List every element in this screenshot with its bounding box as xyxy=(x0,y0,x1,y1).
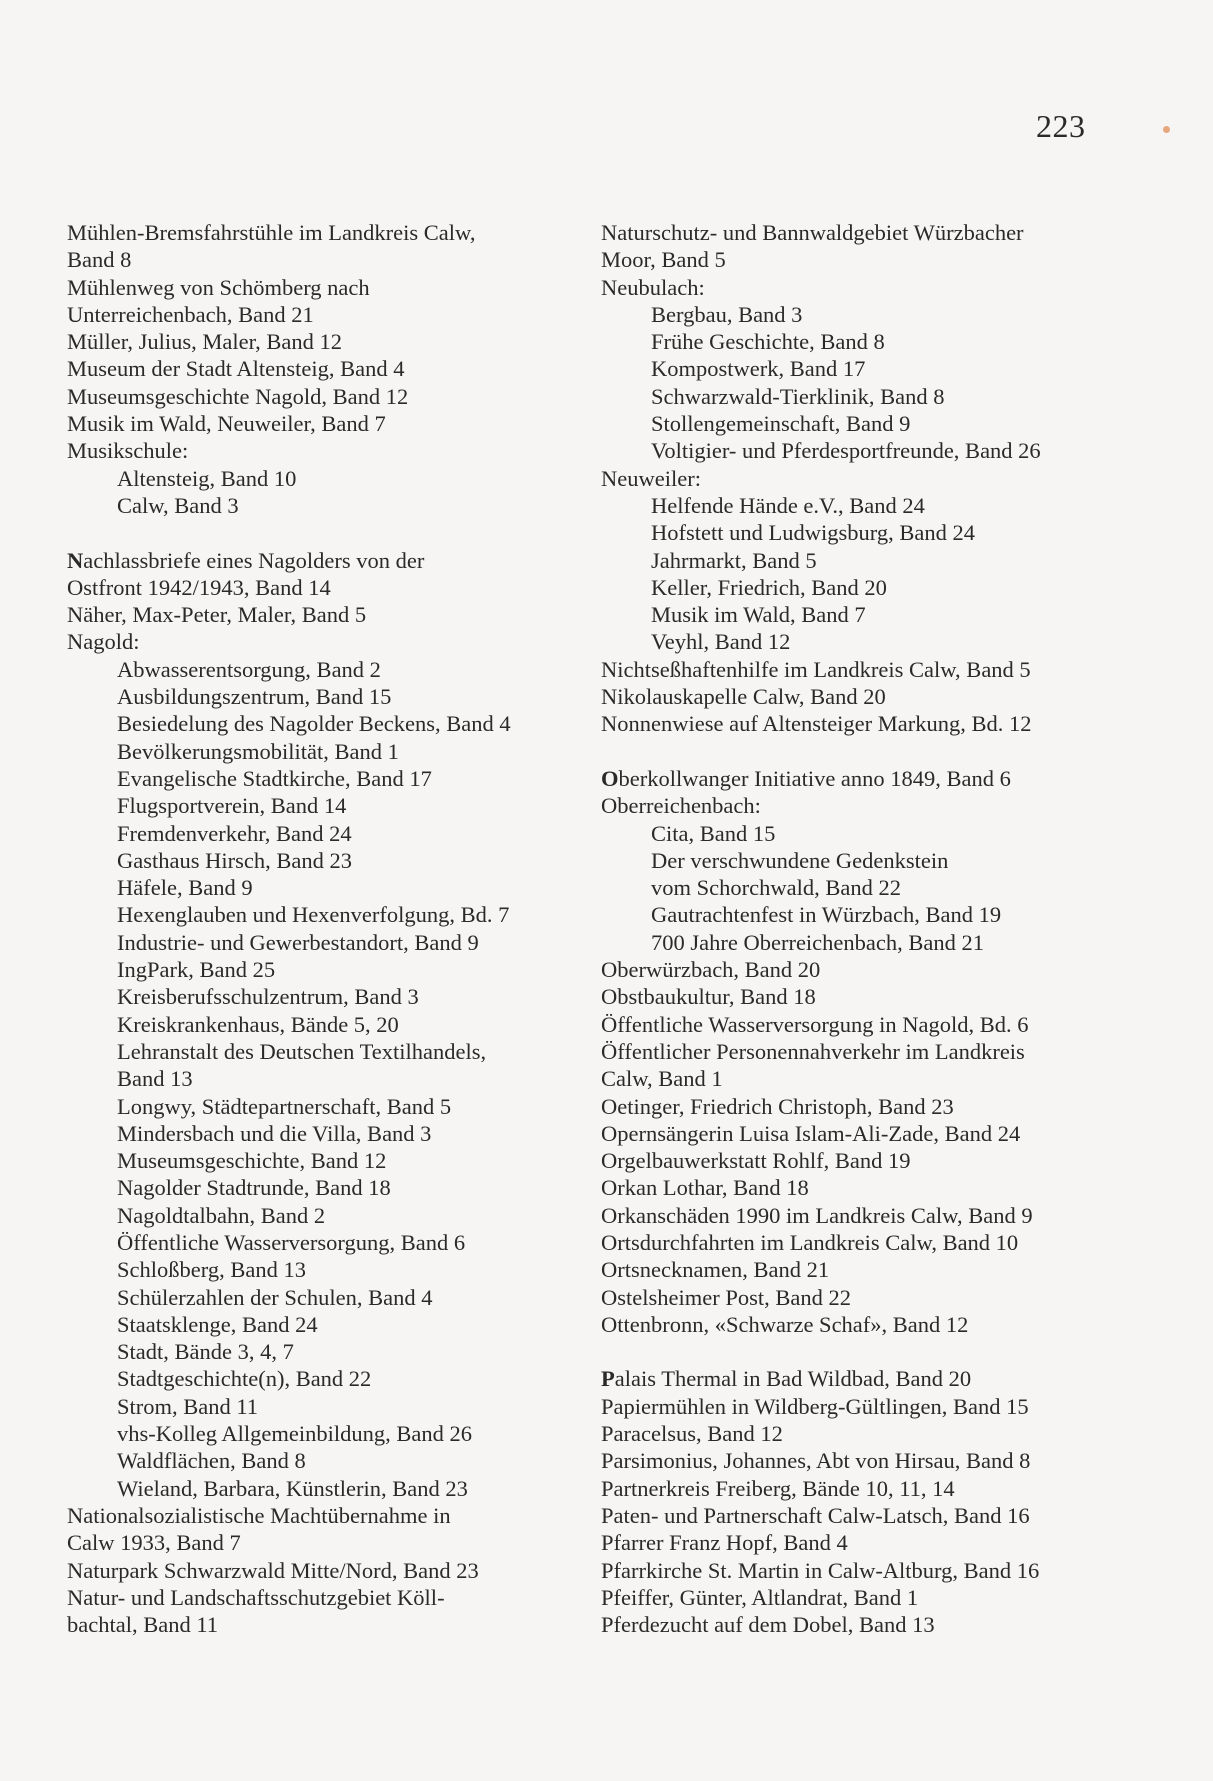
index-entry xyxy=(601,710,1121,737)
index-entry xyxy=(601,246,1121,273)
index-subentry xyxy=(67,929,557,956)
index-subentry xyxy=(601,901,1121,928)
index-subentry xyxy=(67,792,557,819)
index-entry-text: Oberreichenbach: xyxy=(601,793,761,819)
index-entry-text: Hexenglauben und Hexenverfolgung, Bd. 7 xyxy=(117,902,510,928)
index-subentry xyxy=(67,1038,557,1065)
index-subentry xyxy=(67,1475,557,1502)
corner-dot xyxy=(1163,126,1170,133)
index-column-right xyxy=(601,219,1121,1638)
index-entry xyxy=(67,355,557,382)
index-entry-text: Ottenbronn, «Schwarze Schaf», Band 12 xyxy=(601,1311,969,1337)
index-entry-text: Lehranstalt des Deutschen Textilhandels, xyxy=(117,1038,487,1064)
index-subentry xyxy=(601,820,1121,847)
index-entry-text: Strom, Band 11 xyxy=(117,1393,259,1419)
index-entry xyxy=(601,1229,1121,1256)
index-subentry xyxy=(67,1420,557,1447)
index-entry-text: Kreisberufsschulzentrum, Band 3 xyxy=(117,984,419,1010)
index-entry-text: Besiedelung des Nagolder Beckens, Band 4 xyxy=(117,711,511,737)
index-entry xyxy=(67,574,557,601)
index-subentry xyxy=(601,547,1121,574)
index-entry xyxy=(601,1611,1121,1638)
index-entry-text: Veyhl, Band 12 xyxy=(651,629,791,655)
index-entry xyxy=(67,1502,557,1529)
index-entry-text: Helfende Hände e.V., Band 24 xyxy=(651,492,925,518)
index-entry xyxy=(67,1584,557,1611)
index-subentry xyxy=(601,301,1121,328)
index-entry-text: Nikolauskapelle Calw, Band 20 xyxy=(601,684,886,710)
index-entry-text: Pfarrer Franz Hopf, Band 4 xyxy=(601,1530,848,1556)
section-gap xyxy=(67,519,557,546)
index-subentry xyxy=(601,874,1121,901)
index-subentry xyxy=(601,601,1121,628)
index-entry-text: Calw, Band 3 xyxy=(117,492,239,518)
index-entry xyxy=(601,1011,1121,1038)
index-entry xyxy=(67,1557,557,1584)
index-entry xyxy=(67,383,557,410)
index-subentry xyxy=(601,328,1121,355)
index-entry-text: Ausbildungszentrum, Band 15 xyxy=(117,684,392,710)
index-entry-text: Jahrmarkt, Band 5 xyxy=(651,547,817,573)
index-entry-text: 700 Jahre Oberreichenbach, Band 21 xyxy=(651,929,984,955)
index-entry-text: Orkanschäden 1990 im Landkreis Calw, Band 9 xyxy=(601,1202,1033,1228)
index-subentry xyxy=(601,929,1121,956)
index-entry-text: Schwarzwald-Tierklinik, Band 8 xyxy=(651,383,945,409)
index-subentry xyxy=(67,710,557,737)
index-entry xyxy=(601,274,1121,301)
index-entry-text: Orgelbauwerkstatt Rohlf, Band 19 xyxy=(601,1148,911,1174)
index-subentry xyxy=(67,1365,557,1392)
index-entry-text: Frühe Geschichte, Band 8 xyxy=(651,329,885,355)
index-entry-text: alais Thermal in Bad Wildbad, Band 20 xyxy=(614,1366,972,1392)
index-entry xyxy=(601,1065,1121,1092)
index-subentry xyxy=(67,1147,557,1174)
index-subentry xyxy=(67,874,557,901)
index-entry-text: Musik im Wald, Band 7 xyxy=(651,602,866,628)
index-subentry xyxy=(67,820,557,847)
index-entry xyxy=(67,547,557,574)
index-entry xyxy=(601,1584,1121,1611)
index-entry xyxy=(601,1120,1121,1147)
index-entry-text: Mühlenweg von Schömberg nach xyxy=(67,274,370,300)
index-entry-text: vhs-Kolleg Allgemeinbildung, Band 26 xyxy=(117,1421,472,1447)
index-entry-text: Kreiskrankenhaus, Bände 5, 20 xyxy=(117,1011,399,1037)
index-subentry xyxy=(67,1093,557,1120)
index-entry-text: Pferdezucht auf dem Dobel, Band 13 xyxy=(601,1612,935,1638)
index-entry-text: Opernsängerin Luisa Islam-Ali-Zade, Band 24 xyxy=(601,1120,1021,1146)
index-subentry xyxy=(601,519,1121,546)
index-entry-text: Fremdenverkehr, Band 24 xyxy=(117,820,352,846)
index-entry xyxy=(601,1093,1121,1120)
index-subentry xyxy=(67,1338,557,1365)
index-entry-text: Stadt, Bände 3, 4, 7 xyxy=(117,1339,294,1365)
index-entry xyxy=(601,1365,1121,1392)
index-entry-text: Häfele, Band 9 xyxy=(117,875,253,901)
index-entry-text: Neuweiler: xyxy=(601,465,701,491)
index-entry-text: Band 13 xyxy=(117,1066,193,1092)
index-subentry xyxy=(67,1284,557,1311)
index-entry-text: Öffentliche Wasserversorgung in Nagold, Bd. 6 xyxy=(601,1011,1029,1037)
index-entry-text: Nagoldtalbahn, Band 2 xyxy=(117,1202,326,1228)
index-entry-text: Calw 1933, Band 7 xyxy=(67,1530,241,1556)
index-entry-text: Mühlen-Bremsfahrstühle im Landkreis Calw, xyxy=(67,220,476,245)
index-entry xyxy=(67,1611,557,1638)
index-entry-text: Cita, Band 15 xyxy=(651,820,776,846)
index-subentry xyxy=(67,983,557,1010)
index-entry-text: achlassbriefe eines Nagolders von der xyxy=(83,547,425,573)
section-initial-letter: P xyxy=(601,1366,615,1392)
index-entry-text: Mindersbach und die Villa, Band 3 xyxy=(117,1120,432,1146)
index-entry-text: Moor, Band 5 xyxy=(601,247,726,273)
section-initial-letter: N xyxy=(67,547,84,573)
index-entry-text: Gasthaus Hirsch, Band 23 xyxy=(117,847,352,873)
section-gap xyxy=(601,738,1121,765)
index-subentry xyxy=(67,956,557,983)
index-entry xyxy=(67,410,557,437)
index-entry-text: Museumsgeschichte, Band 12 xyxy=(117,1148,387,1174)
index-entry-text: Obstbaukultur, Band 18 xyxy=(601,984,816,1010)
index-subentry xyxy=(67,1065,557,1092)
index-entry xyxy=(601,656,1121,683)
index-entry-text: Näher, Max-Peter, Maler, Band 5 xyxy=(67,602,367,628)
index-entry xyxy=(601,983,1121,1010)
index-entry-text: Papiermühlen in Wildberg-Gültlingen, Band 15 xyxy=(601,1393,1029,1419)
index-entry-text: Partnerkreis Freiberg, Bände 10, 11, 14 xyxy=(601,1475,955,1501)
index-entry xyxy=(601,792,1121,819)
index-entry-text: Keller, Friedrich, Band 20 xyxy=(651,574,887,600)
index-entry-text: Hofstett und Ludwigsburg, Band 24 xyxy=(651,520,975,546)
index-entry-text: Nationalsozialistische Machtübernahme in xyxy=(67,1502,451,1528)
index-subentry xyxy=(601,847,1121,874)
index-entry xyxy=(67,274,557,301)
index-entry-text: Waldflächen, Band 8 xyxy=(117,1448,306,1474)
index-entry-text: Voltigier- und Pferdesportfreunde, Band 26 xyxy=(651,438,1041,464)
running-header-ghost xyxy=(790,120,795,141)
index-entry-text: Musikschule: xyxy=(67,438,189,464)
index-entry-text: Paracelsus, Band 12 xyxy=(601,1421,783,1447)
index-entry-text: Müller, Julius, Maler, Band 12 xyxy=(67,329,343,355)
index-entry-text: Paten- und Partnerschaft Calw-Latsch, Band 16 xyxy=(601,1502,1030,1528)
index-entry-text: Parsimonius, Johannes, Abt von Hirsau, Band 8 xyxy=(601,1448,1031,1474)
index-subentry xyxy=(67,738,557,765)
page-number: 223 xyxy=(1036,108,1086,144)
index-entry xyxy=(601,1529,1121,1556)
index-subentry xyxy=(601,383,1121,410)
index-entry-text: Naturpark Schwarzwald Mitte/Nord, Band 23 xyxy=(67,1557,479,1583)
section-initial-letter: O xyxy=(601,765,619,791)
index-subentry xyxy=(601,437,1121,464)
index-entry-text: Wieland, Barbara, Künstlerin, Band 23 xyxy=(117,1475,468,1501)
index-subentry xyxy=(67,1229,557,1256)
index-entry-text: IngPark, Band 25 xyxy=(117,957,276,983)
index-entry xyxy=(67,628,557,655)
index-subentry xyxy=(67,1311,557,1338)
index-subentry xyxy=(67,1393,557,1420)
index-entry-text: bachtal, Band 11 xyxy=(67,1612,218,1638)
index-entry xyxy=(601,1284,1121,1311)
index-entry-text: Museumsgeschichte Nagold, Band 12 xyxy=(67,383,409,409)
index-subentry xyxy=(67,683,557,710)
index-subentry xyxy=(67,465,557,492)
index-entry-text: Oetinger, Friedrich Christoph, Band 23 xyxy=(601,1093,954,1119)
index-entry-text: Ostelsheimer Post, Band 22 xyxy=(601,1284,851,1310)
index-entry-text: Öffentlicher Personennahverkehr im Landkreis xyxy=(601,1038,1025,1064)
index-entry-text: Kompostwerk, Band 17 xyxy=(651,356,866,382)
index-entry xyxy=(601,1557,1121,1584)
index-entry-text: Ostfront 1942/1943, Band 14 xyxy=(67,574,331,600)
index-entry-text: Stadtgeschichte(n), Band 22 xyxy=(117,1366,372,1392)
index-subentry xyxy=(67,765,557,792)
index-entry-text: Neubulach: xyxy=(601,274,705,300)
index-entry-text: Nonnenwiese auf Altensteiger Markung, Bd. 12 xyxy=(601,711,1032,737)
index-entry-text: Bevölkerungsmobilität, Band 1 xyxy=(117,738,399,764)
index-entry-text: Calw, Band 1 xyxy=(601,1066,723,1092)
index-entry-text: Unterreichenbach, Band 21 xyxy=(67,301,314,327)
index-entry-text: Longwy, Städtepartnerschaft, Band 5 xyxy=(117,1093,452,1119)
index-entry xyxy=(601,956,1121,983)
index-entry-text: Der verschwundene Gedenkstein xyxy=(651,847,949,873)
index-entry-text: Schülerzahlen der Schulen, Band 4 xyxy=(117,1284,433,1310)
index-entry xyxy=(601,1420,1121,1447)
index-entry xyxy=(601,1447,1121,1474)
index-entry xyxy=(67,601,557,628)
index-subentry xyxy=(67,847,557,874)
index-entry-text: Altensteig, Band 10 xyxy=(117,465,297,491)
index-subentry xyxy=(67,1256,557,1283)
index-subentry xyxy=(67,901,557,928)
index-entry-text: Stollengemeinschaft, Band 9 xyxy=(651,411,911,437)
index-subentry xyxy=(67,1174,557,1201)
index-entry-text: berkollwanger Initiative anno 1849, Band 6 xyxy=(618,765,1011,791)
index-subentry xyxy=(601,410,1121,437)
index-entry xyxy=(601,1256,1121,1283)
index-entry xyxy=(601,1502,1121,1529)
index-entry xyxy=(601,683,1121,710)
index-entry xyxy=(67,437,557,464)
index-subentry xyxy=(67,1011,557,1038)
index-entry xyxy=(67,1529,557,1556)
index-entry-text: Musik im Wald, Neuweiler, Band 7 xyxy=(67,411,386,437)
index-entry-text: Naturschutz- und Bannwaldgebiet Würzbacher xyxy=(601,220,1024,245)
index-entry xyxy=(67,328,557,355)
index-entry xyxy=(601,1475,1121,1502)
section-gap xyxy=(601,1338,1121,1365)
index-entry-text: Industrie- und Gewerbestandort, Band 9 xyxy=(117,929,479,955)
index-column-left xyxy=(67,219,557,1638)
index-entry xyxy=(601,1202,1121,1229)
index-entry-text: Öffentliche Wasserversorgung, Band 6 xyxy=(117,1229,466,1255)
index-entry-text: Band 8 xyxy=(67,247,132,273)
index-entry-text: vom Schorchwald, Band 22 xyxy=(651,875,901,901)
index-entry xyxy=(601,1311,1121,1338)
index-entry-text: Orkan Lothar, Band 18 xyxy=(601,1175,809,1201)
index-entry-text: Nichtseßhaftenhilfe im Landkreis Calw, Band 5 xyxy=(601,656,1031,682)
index-subentry xyxy=(67,656,557,683)
index-entry-text: Nagolder Stadtrunde, Band 18 xyxy=(117,1175,391,1201)
index-subentry xyxy=(601,355,1121,382)
index-subentry xyxy=(601,492,1121,519)
index-entry-text: Oberwürzbach, Band 20 xyxy=(601,957,821,983)
index-entry xyxy=(67,301,557,328)
index-entry xyxy=(67,219,557,246)
index-entry-text: Natur- und Landschaftsschutzgebiet Köll- xyxy=(67,1584,445,1610)
index-entry-text: Pfarrkirche St. Martin in Calw-Altburg, Band 16 xyxy=(601,1557,1040,1583)
index-entry-text: Abwasserentsorgung, Band 2 xyxy=(117,656,381,682)
index-entry xyxy=(601,1393,1121,1420)
index-entry-text: Bergbau, Band 3 xyxy=(651,301,803,327)
index-entry-text: Pfeiffer, Günter, Altlandrat, Band 1 xyxy=(601,1584,919,1610)
index-entry xyxy=(601,765,1121,792)
index-entry xyxy=(601,1147,1121,1174)
index-entry xyxy=(67,246,557,273)
index-subentry xyxy=(67,492,557,519)
index-subentry xyxy=(67,1202,557,1229)
index-entry-text: Staatsklenge, Band 24 xyxy=(117,1311,318,1337)
index-subentry xyxy=(67,1447,557,1474)
index-entry-text: Flugsportverein, Band 14 xyxy=(117,793,347,819)
index-entry xyxy=(601,1038,1121,1065)
index-entry xyxy=(601,219,1121,246)
index-entry-text: Nagold: xyxy=(67,629,140,655)
index-entry xyxy=(601,465,1121,492)
index-entry-text: Ortsdurchfahrten im Landkreis Calw, Band 10 xyxy=(601,1229,1019,1255)
index-entry-text: Gautrachtenfest in Würzbach, Band 19 xyxy=(651,902,1002,928)
index-subentry xyxy=(67,1120,557,1147)
index-subentry xyxy=(601,628,1121,655)
index-subentry xyxy=(601,574,1121,601)
index-entry xyxy=(601,1174,1121,1201)
index-entry-text: Evangelische Stadtkirche, Band 17 xyxy=(117,765,432,791)
index-entry-text: Schloßberg, Band 13 xyxy=(117,1257,306,1283)
index-entry-text: Ortsnecknamen, Band 21 xyxy=(601,1257,830,1283)
index-entry-text: Museum der Stadt Altensteig, Band 4 xyxy=(67,356,405,382)
